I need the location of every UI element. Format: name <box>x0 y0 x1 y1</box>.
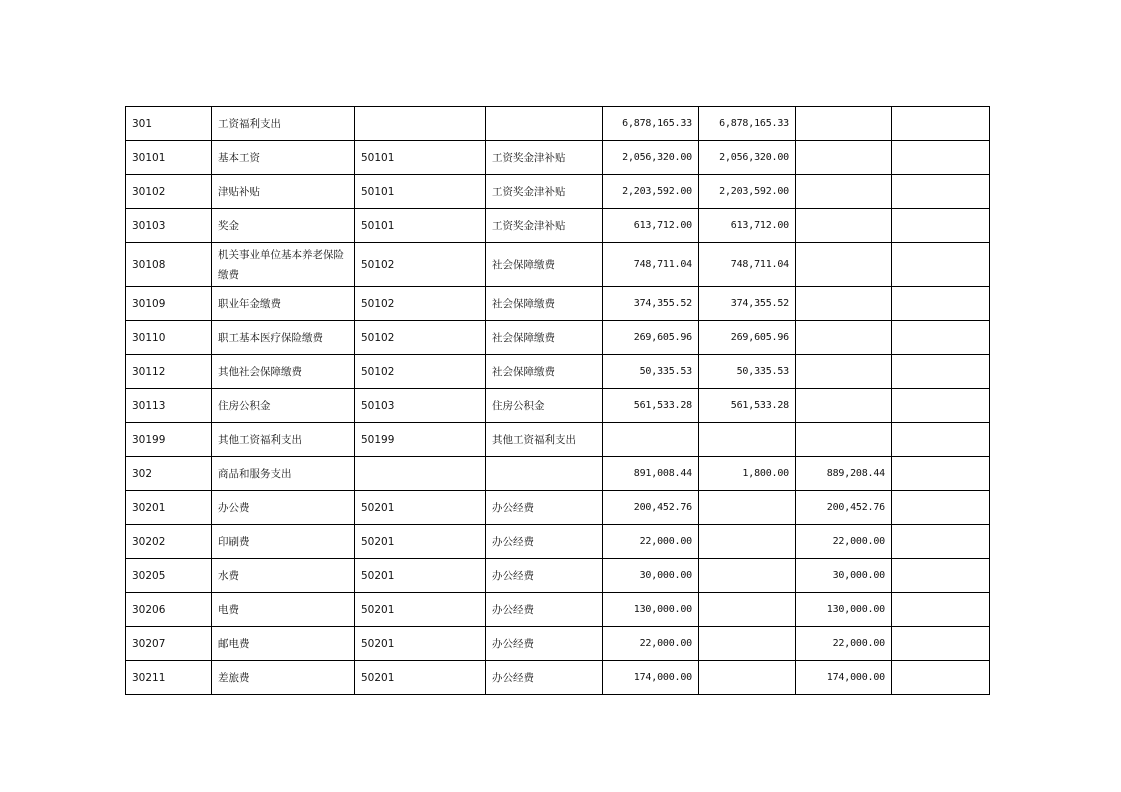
row-econ-name-cell <box>486 457 603 491</box>
row-other-cell <box>892 209 990 243</box>
row-name-cell: 职工基本医疗保险缴费 <box>212 321 355 355</box>
row-code-cell: 30207 <box>126 627 212 661</box>
row-project-cell <box>796 389 892 423</box>
row-total-cell: 50,335.53 <box>603 355 699 389</box>
row-code-cell: 30102 <box>126 175 212 209</box>
row-econ-name-cell: 工资奖金津补贴 <box>486 209 603 243</box>
row-total-cell: 613,712.00 <box>603 209 699 243</box>
row-basic-cell: 50,335.53 <box>699 355 796 389</box>
row-name-cell: 其他社会保障缴费 <box>212 355 355 389</box>
row-code-cell: 301 <box>126 107 212 141</box>
row-project-cell <box>796 243 892 287</box>
row-econ-code-cell: 50201 <box>355 661 486 695</box>
row-econ-name-cell: 社会保障缴费 <box>486 321 603 355</box>
row-other-cell <box>892 355 990 389</box>
row-project-cell: 200,452.76 <box>796 491 892 525</box>
row-total-cell <box>603 423 699 457</box>
budget-table-body <box>126 107 990 695</box>
row-econ-name-cell: 办公经费 <box>486 661 603 695</box>
table-row <box>126 355 990 389</box>
row-name-cell: 差旅费 <box>212 661 355 695</box>
row-econ-code-cell: 50101 <box>355 209 486 243</box>
row-other-cell <box>892 321 990 355</box>
row-econ-code-cell: 50101 <box>355 141 486 175</box>
row-econ-name-cell: 办公经费 <box>486 559 603 593</box>
row-econ-code-cell: 50201 <box>355 559 486 593</box>
row-code-cell: 30211 <box>126 661 212 695</box>
row-econ-name-cell: 社会保障缴费 <box>486 287 603 321</box>
row-econ-code-cell: 50101 <box>355 175 486 209</box>
row-basic-cell: 2,056,320.00 <box>699 141 796 175</box>
row-total-cell: 130,000.00 <box>603 593 699 627</box>
row-basic-cell <box>699 491 796 525</box>
row-basic-cell: 748,711.04 <box>699 243 796 287</box>
row-other-cell <box>892 457 990 491</box>
row-basic-cell: 1,800.00 <box>699 457 796 491</box>
row-econ-code-cell: 50199 <box>355 423 486 457</box>
row-econ-name-cell: 办公经费 <box>486 525 603 559</box>
row-project-cell <box>796 209 892 243</box>
row-name-cell: 工资福利支出 <box>212 107 355 141</box>
row-econ-code-cell: 50103 <box>355 389 486 423</box>
row-project-cell: 174,000.00 <box>796 661 892 695</box>
row-total-cell: 2,056,320.00 <box>603 141 699 175</box>
row-name-cell: 印刷费 <box>212 525 355 559</box>
row-name-cell: 办公费 <box>212 491 355 525</box>
row-other-cell <box>892 175 990 209</box>
row-project-cell: 22,000.00 <box>796 627 892 661</box>
row-name-cell: 水费 <box>212 559 355 593</box>
row-econ-code-cell: 50201 <box>355 525 486 559</box>
table-row <box>126 491 990 525</box>
row-econ-code-cell: 50201 <box>355 491 486 525</box>
row-project-cell <box>796 141 892 175</box>
row-code-cell: 302 <box>126 457 212 491</box>
row-other-cell <box>892 389 990 423</box>
row-code-cell: 30201 <box>126 491 212 525</box>
row-basic-cell: 269,605.96 <box>699 321 796 355</box>
row-project-cell: 889,208.44 <box>796 457 892 491</box>
row-code-cell: 30109 <box>126 287 212 321</box>
row-total-cell: 269,605.96 <box>603 321 699 355</box>
row-basic-cell <box>699 593 796 627</box>
table-row <box>126 209 990 243</box>
row-project-cell <box>796 355 892 389</box>
row-econ-code-cell <box>355 457 486 491</box>
row-econ-name-cell: 办公经费 <box>486 627 603 661</box>
table-row <box>126 593 990 627</box>
table-row <box>126 107 990 141</box>
row-econ-name-cell: 其他工资福利支出 <box>486 423 603 457</box>
row-econ-name-cell: 办公经费 <box>486 491 603 525</box>
budget-table <box>125 106 990 695</box>
row-basic-cell <box>699 525 796 559</box>
row-total-cell: 748,711.04 <box>603 243 699 287</box>
row-basic-cell: 2,203,592.00 <box>699 175 796 209</box>
row-total-cell: 200,452.76 <box>603 491 699 525</box>
row-econ-name-cell: 工资奖金津补贴 <box>486 141 603 175</box>
row-name-cell: 电费 <box>212 593 355 627</box>
row-code-cell: 30112 <box>126 355 212 389</box>
row-project-cell: 22,000.00 <box>796 525 892 559</box>
row-other-cell <box>892 559 990 593</box>
row-econ-name-cell <box>486 107 603 141</box>
row-code-cell: 30206 <box>126 593 212 627</box>
row-total-cell: 22,000.00 <box>603 627 699 661</box>
table-row <box>126 559 990 593</box>
row-econ-name-cell: 住房公积金 <box>486 389 603 423</box>
row-name-cell: 机关事业单位基本养老保险缴费 <box>212 243 355 287</box>
row-basic-cell <box>699 627 796 661</box>
row-other-cell <box>892 141 990 175</box>
row-basic-cell <box>699 559 796 593</box>
row-econ-name-cell: 社会保障缴费 <box>486 355 603 389</box>
row-name-cell: 津贴补贴 <box>212 175 355 209</box>
table-row <box>126 175 990 209</box>
row-code-cell: 30110 <box>126 321 212 355</box>
row-basic-cell: 613,712.00 <box>699 209 796 243</box>
row-total-cell: 561,533.28 <box>603 389 699 423</box>
row-code-cell: 30199 <box>126 423 212 457</box>
row-code-cell: 30202 <box>126 525 212 559</box>
table-row <box>126 457 990 491</box>
row-econ-name-cell: 办公经费 <box>486 593 603 627</box>
row-basic-cell: 374,355.52 <box>699 287 796 321</box>
row-project-cell <box>796 321 892 355</box>
row-other-cell <box>892 287 990 321</box>
row-total-cell: 374,355.52 <box>603 287 699 321</box>
row-project-cell <box>796 423 892 457</box>
row-other-cell <box>892 423 990 457</box>
row-econ-name-cell: 社会保障缴费 <box>486 243 603 287</box>
row-code-cell: 30205 <box>126 559 212 593</box>
row-econ-code-cell: 50102 <box>355 243 486 287</box>
row-project-cell <box>796 175 892 209</box>
row-other-cell <box>892 661 990 695</box>
table-row <box>126 389 990 423</box>
row-econ-code-cell: 50102 <box>355 321 486 355</box>
row-code-cell: 30108 <box>126 243 212 287</box>
row-basic-cell: 6,878,165.33 <box>699 107 796 141</box>
row-total-cell: 6,878,165.33 <box>603 107 699 141</box>
row-project-cell <box>796 107 892 141</box>
row-econ-code-cell: 50102 <box>355 287 486 321</box>
table-row <box>126 141 990 175</box>
row-total-cell: 2,203,592.00 <box>603 175 699 209</box>
row-econ-code-cell: 50201 <box>355 593 486 627</box>
table-row <box>126 627 990 661</box>
row-name-cell: 住房公积金 <box>212 389 355 423</box>
row-other-cell <box>892 525 990 559</box>
row-name-cell: 基本工资 <box>212 141 355 175</box>
row-total-cell: 22,000.00 <box>603 525 699 559</box>
row-basic-cell <box>699 423 796 457</box>
row-econ-code-cell <box>355 107 486 141</box>
row-econ-code-cell: 50102 <box>355 355 486 389</box>
row-other-cell <box>892 627 990 661</box>
row-other-cell <box>892 107 990 141</box>
row-total-cell: 30,000.00 <box>603 559 699 593</box>
row-other-cell <box>892 243 990 287</box>
row-name-cell: 邮电费 <box>212 627 355 661</box>
row-name-cell: 商品和服务支出 <box>212 457 355 491</box>
row-name-cell: 奖金 <box>212 209 355 243</box>
row-total-cell: 891,008.44 <box>603 457 699 491</box>
row-project-cell <box>796 287 892 321</box>
row-code-cell: 30103 <box>126 209 212 243</box>
row-project-cell: 130,000.00 <box>796 593 892 627</box>
row-econ-name-cell: 工资奖金津补贴 <box>486 175 603 209</box>
row-code-cell: 30113 <box>126 389 212 423</box>
table-row <box>126 423 990 457</box>
table-row <box>126 661 990 695</box>
row-name-cell: 其他工资福利支出 <box>212 423 355 457</box>
row-basic-cell <box>699 661 796 695</box>
table-row <box>126 243 990 287</box>
row-total-cell: 174,000.00 <box>603 661 699 695</box>
row-basic-cell: 561,533.28 <box>699 389 796 423</box>
row-other-cell <box>892 491 990 525</box>
table-row <box>126 321 990 355</box>
table-row <box>126 525 990 559</box>
table-row <box>126 287 990 321</box>
row-project-cell: 30,000.00 <box>796 559 892 593</box>
row-econ-code-cell: 50201 <box>355 627 486 661</box>
row-name-cell: 职业年金缴费 <box>212 287 355 321</box>
row-other-cell <box>892 593 990 627</box>
row-code-cell: 30101 <box>126 141 212 175</box>
